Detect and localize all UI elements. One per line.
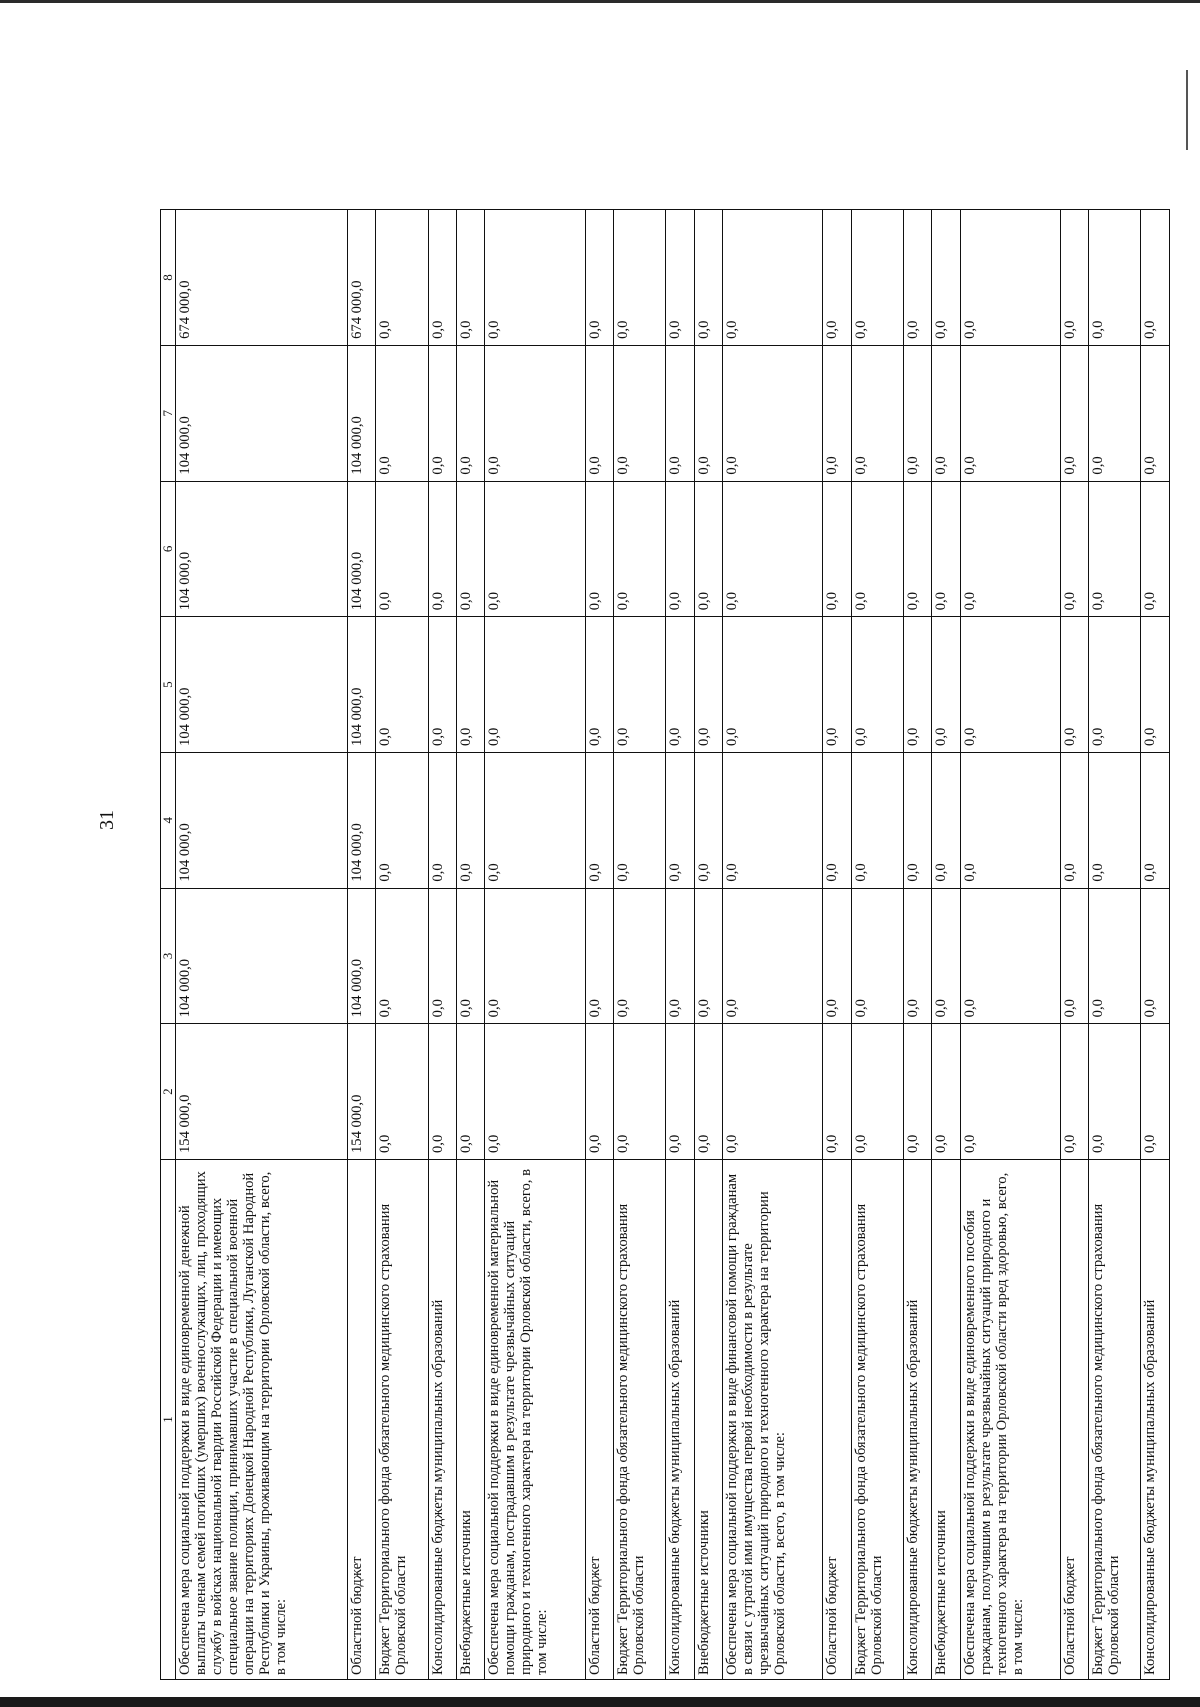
table-row	[903, 210, 931, 1680]
column-number-row	[161, 210, 176, 1680]
value-cell: 0,0	[585, 481, 613, 617]
value-cell: 0,0	[1060, 752, 1088, 888]
table-row	[723, 210, 823, 1680]
value-cell: 0,0	[723, 888, 823, 1024]
row-label: Обеспечена мера социальной поддержки в виде финансовой помощи гражданам в связи с утратой ими имущества первой необходимости в результате чрезвычайных ситуаций природного и техногенного характера на территории Орловской области, всего, в том числе:	[723, 1160, 823, 1680]
value-cell: 0,0	[903, 481, 931, 617]
table-row	[823, 210, 851, 1680]
value-cell: 0,0	[960, 210, 1060, 346]
row-label: Бюджет Территориального фонда обязательного медицинского страхования Орловской области	[613, 1160, 665, 1680]
value-cell: 0,0	[613, 345, 665, 481]
value-cell: 0,0	[851, 210, 903, 346]
value-cell: 0,0	[1141, 210, 1170, 346]
column-number-3: 3	[161, 888, 176, 1024]
value-cell: 0,0	[456, 345, 484, 481]
value-cell: 104 000,0	[347, 752, 375, 888]
value-cell: 154 000,0	[176, 1024, 348, 1160]
value-cell: 0,0	[851, 617, 903, 753]
scan-edge-top	[0, 0, 1200, 3]
value-cell: 0,0	[932, 617, 960, 753]
value-cell: 0,0	[851, 1024, 903, 1160]
table-row	[1060, 210, 1088, 1680]
value-cell: 104 000,0	[347, 888, 375, 1024]
value-cell: 0,0	[428, 1024, 456, 1160]
value-cell: 0,0	[960, 1024, 1060, 1160]
value-cell: 0,0	[903, 752, 931, 888]
value-cell: 104 000,0	[176, 617, 348, 753]
value-cell: 154 000,0	[347, 1024, 375, 1160]
value-cell: 0,0	[428, 345, 456, 481]
value-cell: 0,0	[613, 210, 665, 346]
value-cell: 0,0	[666, 210, 694, 346]
column-number-2: 2	[161, 1024, 176, 1160]
row-label: Внебюджетные источники	[456, 1160, 484, 1680]
value-cell: 0,0	[613, 617, 665, 753]
value-cell: 0,0	[585, 345, 613, 481]
value-cell: 0,0	[960, 752, 1060, 888]
value-cell: 0,0	[1141, 888, 1170, 1024]
value-cell: 0,0	[723, 752, 823, 888]
value-cell: 0,0	[585, 210, 613, 346]
column-number-8: 8	[161, 210, 176, 346]
value-cell: 0,0	[376, 1024, 428, 1160]
row-label: Бюджет Территориального фонда обязательного медицинского страхования Орловской области	[376, 1160, 428, 1680]
row-label: Обеспечена мера социальной поддержки в виде единовременной денежной выплаты членам семей погибших (умерших) военнослужащих, лиц, проходящих службу в войсках национальной гвардии Российской Федерации и имеющих специальное звание полиции, принимавших участие в специальной военной операции на территориях Донецкой Народной Республики, Луганской Народной Республики и Украины, проживающим на территории Орловской области, всего, в том числе:	[176, 1160, 348, 1680]
value-cell: 0,0	[1089, 617, 1141, 753]
value-cell: 0,0	[694, 345, 722, 481]
value-cell: 0,0	[723, 617, 823, 753]
table-row	[851, 210, 903, 1680]
value-cell: 0,0	[613, 752, 665, 888]
value-cell: 0,0	[851, 752, 903, 888]
value-cell: 0,0	[376, 481, 428, 617]
value-cell: 104 000,0	[176, 752, 348, 888]
table-row	[585, 210, 613, 1680]
row-label: Областной бюджет	[347, 1160, 375, 1680]
value-cell: 0,0	[376, 345, 428, 481]
value-cell: 0,0	[694, 210, 722, 346]
value-cell: 0,0	[932, 345, 960, 481]
value-cell: 0,0	[823, 210, 851, 346]
value-cell: 0,0	[823, 1024, 851, 1160]
value-cell: 0,0	[428, 888, 456, 1024]
value-cell: 0,0	[456, 752, 484, 888]
row-label: Внебюджетные источники	[932, 1160, 960, 1680]
value-cell: 0,0	[1089, 752, 1141, 888]
value-cell: 0,0	[1141, 481, 1170, 617]
value-cell: 0,0	[723, 1024, 823, 1160]
value-cell: 0,0	[613, 888, 665, 1024]
row-label: Обеспечена мера социальной поддержки в виде единовременной материальной помощи гражданам, пострадавшим в результате чрезвычайных ситуаций природного и техногенного характера на территории Орловской области, всего, в том числе:	[485, 1160, 585, 1680]
value-cell: 0,0	[376, 617, 428, 753]
value-cell: 0,0	[428, 481, 456, 617]
value-cell: 0,0	[1060, 1024, 1088, 1160]
table-row	[1089, 210, 1141, 1680]
value-cell: 0,0	[666, 345, 694, 481]
value-cell: 0,0	[932, 481, 960, 617]
table-row	[1141, 210, 1170, 1680]
value-cell: 0,0	[903, 888, 931, 1024]
page-number: 31	[96, 810, 118, 830]
row-label: Бюджет Территориального фонда обязательного медицинского страхования Орловской области	[1089, 1160, 1141, 1680]
value-cell: 104 000,0	[347, 617, 375, 753]
value-cell: 0,0	[485, 888, 585, 1024]
value-cell: 0,0	[932, 888, 960, 1024]
value-cell: 0,0	[903, 210, 931, 346]
value-cell: 0,0	[851, 345, 903, 481]
value-cell: 0,0	[694, 1024, 722, 1160]
table-row	[666, 210, 694, 1680]
value-cell: 0,0	[1089, 888, 1141, 1024]
column-number-7: 7	[161, 345, 176, 481]
value-cell: 0,0	[585, 888, 613, 1024]
value-cell: 0,0	[932, 210, 960, 346]
budget-table	[160, 209, 1170, 1680]
value-cell: 0,0	[376, 888, 428, 1024]
value-cell: 0,0	[823, 752, 851, 888]
value-cell: 0,0	[694, 481, 722, 617]
value-cell: 0,0	[613, 1024, 665, 1160]
value-cell: 0,0	[428, 617, 456, 753]
table-row	[347, 210, 375, 1680]
value-cell: 0,0	[613, 481, 665, 617]
value-cell: 0,0	[485, 345, 585, 481]
table-row	[176, 210, 348, 1680]
value-cell: 0,0	[456, 210, 484, 346]
row-label: Областной бюджет	[823, 1160, 851, 1680]
value-cell: 0,0	[932, 1024, 960, 1160]
value-cell: 104 000,0	[176, 481, 348, 617]
value-cell: 0,0	[485, 481, 585, 617]
value-cell: 0,0	[428, 752, 456, 888]
value-cell: 0,0	[960, 481, 1060, 617]
value-cell: 0,0	[903, 617, 931, 753]
value-cell: 0,0	[851, 888, 903, 1024]
value-cell: 0,0	[666, 888, 694, 1024]
value-cell: 0,0	[1060, 888, 1088, 1024]
value-cell: 0,0	[723, 481, 823, 617]
value-cell: 0,0	[585, 1024, 613, 1160]
table-row	[485, 210, 585, 1680]
value-cell: 0,0	[1060, 617, 1088, 753]
value-cell: 0,0	[585, 617, 613, 753]
column-number-6: 6	[161, 481, 176, 617]
value-cell: 0,0	[960, 617, 1060, 753]
value-cell: 0,0	[903, 1024, 931, 1160]
table-row	[376, 210, 428, 1680]
value-cell: 0,0	[585, 752, 613, 888]
value-cell: 104 000,0	[176, 345, 348, 481]
value-cell: 0,0	[485, 1024, 585, 1160]
value-cell: 0,0	[666, 617, 694, 753]
value-cell: 0,0	[456, 888, 484, 1024]
column-number-4: 4	[161, 752, 176, 888]
value-cell: 0,0	[823, 888, 851, 1024]
value-cell: 0,0	[694, 888, 722, 1024]
table-row	[960, 210, 1060, 1680]
row-label: Консолидированные бюджеты муниципальных образований	[1141, 1160, 1170, 1680]
value-cell: 0,0	[694, 617, 722, 753]
value-cell: 0,0	[428, 210, 456, 346]
value-cell: 0,0	[1089, 481, 1141, 617]
value-cell: 674 000,0	[176, 210, 348, 346]
value-cell: 0,0	[823, 345, 851, 481]
row-label: Обеспечена мера социальной поддержки в виде единовременного пособия гражданам, получившим в результате чрезвычайных ситуаций природного и техногенного характера на территории Орловской области вред здоровью, всего, в том числе:	[960, 1160, 1060, 1680]
value-cell: 0,0	[823, 481, 851, 617]
scan-edge-bottom	[0, 1697, 1200, 1707]
value-cell: 0,0	[666, 1024, 694, 1160]
value-cell: 0,0	[1089, 210, 1141, 346]
value-cell: 0,0	[666, 752, 694, 888]
value-cell: 104 000,0	[347, 345, 375, 481]
row-label: Областной бюджет	[585, 1160, 613, 1680]
value-cell: 0,0	[1141, 1024, 1170, 1160]
value-cell: 0,0	[376, 210, 428, 346]
value-cell: 0,0	[1141, 752, 1170, 888]
value-cell: 0,0	[456, 617, 484, 753]
value-cell: 0,0	[1089, 1024, 1141, 1160]
value-cell: 0,0	[456, 1024, 484, 1160]
value-cell: 0,0	[485, 752, 585, 888]
value-cell: 0,0	[960, 888, 1060, 1024]
value-cell: 0,0	[456, 481, 484, 617]
row-label: Консолидированные бюджеты муниципальных образований	[903, 1160, 931, 1680]
row-label: Областной бюджет	[1060, 1160, 1088, 1680]
value-cell: 0,0	[1141, 617, 1170, 753]
value-cell: 674 000,0	[347, 210, 375, 346]
value-cell: 0,0	[723, 210, 823, 346]
table-row	[613, 210, 665, 1680]
value-cell: 104 000,0	[176, 888, 348, 1024]
value-cell: 0,0	[1060, 481, 1088, 617]
value-cell: 0,0	[723, 345, 823, 481]
table-row	[694, 210, 722, 1680]
value-cell: 0,0	[485, 617, 585, 753]
scan-edge-right	[1186, 70, 1188, 150]
value-cell: 104 000,0	[347, 481, 375, 617]
value-cell: 0,0	[851, 481, 903, 617]
row-label: Внебюджетные источники	[694, 1160, 722, 1680]
row-label: Бюджет Территориального фонда обязательного медицинского страхования Орловской области	[851, 1160, 903, 1680]
table-row	[932, 210, 960, 1680]
column-number-1: 1	[161, 1160, 176, 1680]
value-cell: 0,0	[666, 481, 694, 617]
column-number-5: 5	[161, 617, 176, 753]
value-cell: 0,0	[694, 752, 722, 888]
table-row	[456, 210, 484, 1680]
row-label: Консолидированные бюджеты муниципальных образований	[666, 1160, 694, 1680]
row-label: Консолидированные бюджеты муниципальных образований	[428, 1160, 456, 1680]
value-cell: 0,0	[1060, 345, 1088, 481]
table-row	[428, 210, 456, 1680]
rotated-page	[160, 210, 1170, 1680]
value-cell: 0,0	[485, 210, 585, 346]
value-cell: 0,0	[960, 345, 1060, 481]
value-cell: 0,0	[932, 752, 960, 888]
value-cell: 0,0	[1141, 345, 1170, 481]
value-cell: 0,0	[823, 617, 851, 753]
value-cell: 0,0	[376, 752, 428, 888]
value-cell: 0,0	[903, 345, 931, 481]
value-cell: 0,0	[1089, 345, 1141, 481]
value-cell: 0,0	[1060, 210, 1088, 346]
